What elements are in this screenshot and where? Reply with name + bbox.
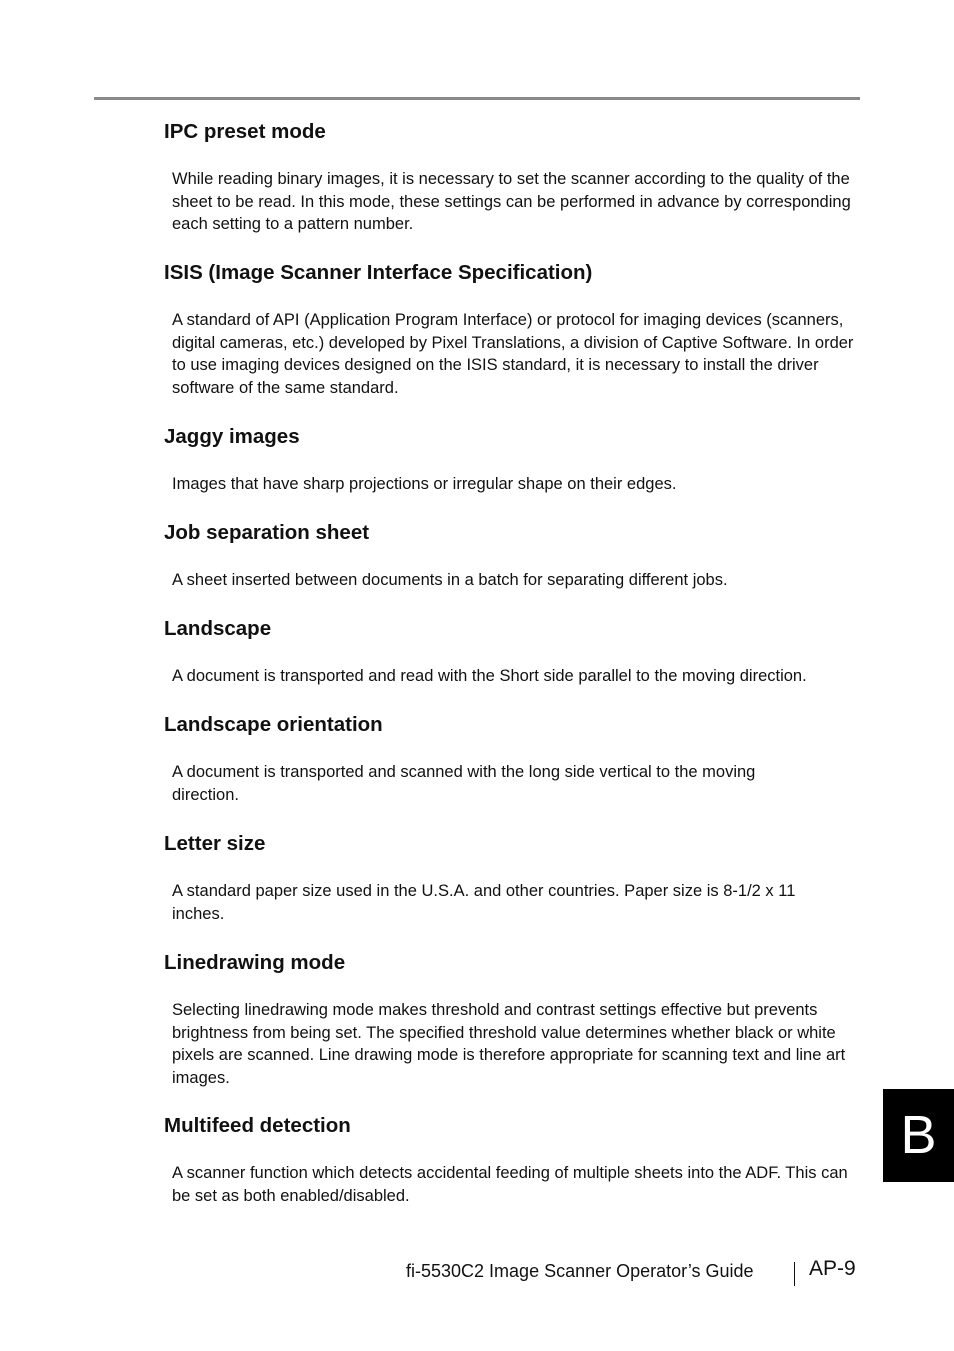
entry-term: Jaggy images	[164, 425, 300, 448]
entry-term: Landscape	[164, 617, 272, 640]
entry-term: Multifeed detection	[164, 1114, 351, 1137]
entry-definition: Images that have sharp projections or irregular shape on their edges.	[172, 475, 677, 493]
entry-definition: A scanner function which detects accidental feeding of multiple sheets into the ADF. This can be set as both enabled/disabled.	[172, 1164, 848, 1205]
appendix-tab: B	[883, 1089, 954, 1182]
entry-term: Linedrawing mode	[164, 951, 346, 974]
entry-term: Landscape orientation	[164, 713, 383, 736]
page-number: AP-9	[809, 1257, 856, 1280]
footer-divider	[794, 1262, 795, 1286]
entry-definition: A document is transported and read with the Short side parallel to the moving direction.	[172, 667, 807, 685]
entry-term: ISIS (Image Scanner Interface Specification)	[164, 261, 593, 284]
entry-term: IPC preset mode	[164, 120, 326, 143]
top-rule	[94, 97, 860, 100]
entry-definition: Selecting linedrawing mode makes threshold and contrast settings effective but prevents brightness from being set. The specified threshold value determines whether black or white pixels are scanned. Line drawing mode is therefore appropriate for scanning text and line art images.	[172, 1001, 846, 1088]
entry-term: Letter size	[164, 832, 266, 855]
entry-definition: A sheet inserted between documents in a batch for separating different jobs.	[172, 571, 728, 589]
entry-term: Job separation sheet	[164, 521, 370, 544]
entry-definition: A standard of API (Application Program Interface) or protocol for imaging devices (scanners, digital cameras, etc.) developed by Pixel Translations, a division of Captive Software. In order to use imaging devices designed on the ISIS standard, it is necessary to install the driver software of the same standard.	[172, 311, 854, 398]
entry-definition: A document is transported and scanned with the long side vertical to the moving direction.	[172, 763, 756, 804]
footer-guide-title: fi-5530C2 Image Scanner Operator’s Guide	[406, 1261, 754, 1281]
entry-definition: A standard paper size used in the U.S.A. and other countries. Paper size is 8-1/2 x 11 inches.	[172, 882, 796, 923]
entry-definition: While reading binary images, it is necessary to set the scanner according to the quality of the sheet to be read. In this mode, these settings can be performed in advance by corresponding each setting to a pattern number.	[172, 170, 851, 234]
